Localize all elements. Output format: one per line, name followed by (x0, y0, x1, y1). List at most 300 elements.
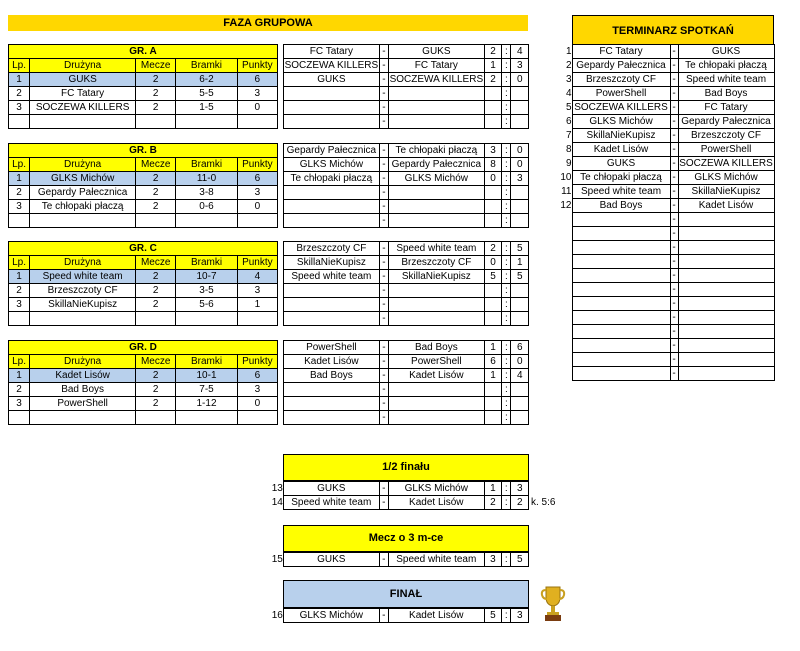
knockout-row (270, 553, 529, 567)
standings-cell: 2 (9, 87, 30, 101)
cell (511, 101, 529, 115)
away-team: GUKS (388, 45, 484, 59)
column-header: Mecze (136, 256, 176, 270)
colon: : (502, 496, 511, 510)
cell (678, 353, 774, 367)
away-score: 3 (511, 609, 529, 623)
match-number: 9 (565, 158, 572, 169)
trophy-icon (540, 585, 566, 623)
dash: - (379, 242, 388, 256)
match-row (284, 172, 529, 186)
dash: - (670, 227, 678, 241)
cell (9, 411, 30, 425)
away-team: Bad Boys (388, 341, 484, 355)
home-team: Brzeszczoty CF (572, 73, 670, 87)
column-header: Mecze (136, 355, 176, 369)
column-header: Bramki (176, 355, 237, 369)
standings-cell: 3 (9, 200, 30, 214)
dash: - (670, 171, 678, 185)
cell (678, 283, 774, 297)
home-score: 2 (484, 45, 502, 59)
column-header: Lp. (9, 59, 30, 73)
group-name: GR. D (9, 341, 278, 355)
schedule-row (560, 157, 774, 171)
home-team: SkillaNieKupisz (572, 129, 670, 143)
cell (678, 255, 774, 269)
standings-cell: 6 (237, 172, 277, 186)
dash: - (670, 325, 678, 339)
colon: : (502, 383, 511, 397)
match-row (284, 115, 529, 129)
colon: : (502, 312, 511, 326)
knockout-row (270, 609, 529, 623)
home-team: SkillaNieKupisz (284, 256, 380, 270)
colon: : (502, 397, 511, 411)
cell (136, 115, 176, 129)
schedule-row (560, 59, 774, 73)
column-header: Bramki (176, 256, 237, 270)
home-score: 2 (484, 73, 502, 87)
column-header: Drużyna (30, 158, 136, 172)
dash: - (670, 143, 678, 157)
third-place-table (270, 552, 529, 567)
column-header: Lp. (9, 256, 30, 270)
cell (484, 115, 502, 129)
group-name: GR. C (9, 242, 278, 256)
cell (284, 383, 380, 397)
standings-cell: Bad Boys (30, 383, 136, 397)
colon: : (502, 482, 511, 496)
standings-cell: 1 (9, 270, 30, 284)
home-team: GUKS (284, 73, 380, 87)
cell (388, 312, 484, 326)
colon: : (502, 411, 511, 425)
schedule-row (560, 129, 774, 143)
column-header: Punkty (237, 355, 277, 369)
home-team: Speed white team (283, 496, 379, 510)
standings-cell: 2 (136, 270, 176, 284)
match-row (284, 144, 529, 158)
standings-cell: 6-2 (176, 73, 237, 87)
cell (572, 325, 670, 339)
dash: - (379, 369, 388, 383)
away-team: Gepardy Pałecznica (388, 158, 484, 172)
standings-cell: 7-5 (176, 383, 237, 397)
away-score: 3 (511, 482, 529, 496)
cell (572, 339, 670, 353)
home-team: Te chłopaki płaczą (572, 171, 670, 185)
standings-cell: 0 (237, 200, 277, 214)
dash: - (379, 45, 388, 59)
home-score: 3 (484, 553, 502, 567)
cell (560, 353, 572, 367)
cell (560, 325, 572, 339)
match-row (284, 369, 529, 383)
home-team: Te chłopaki płaczą (284, 172, 380, 186)
cell (572, 311, 670, 325)
standings-cell: 1 (237, 298, 277, 312)
home-score: 1 (484, 59, 502, 73)
cell (176, 115, 237, 129)
colon: : (502, 115, 511, 129)
colon: : (502, 158, 511, 172)
cell (511, 312, 529, 326)
standings-cell: 2 (136, 101, 176, 115)
standings-cell: 2 (136, 383, 176, 397)
match-row (284, 256, 529, 270)
dash: - (379, 383, 388, 397)
colon: : (502, 369, 511, 383)
standings-cell: 2 (136, 200, 176, 214)
standings-cell: GLKS Michów (30, 172, 136, 186)
cell (484, 411, 502, 425)
match-row (284, 59, 529, 73)
cell (136, 411, 176, 425)
home-team: Gepardy Pałecznica (284, 144, 380, 158)
schedule-row (560, 325, 774, 339)
standings-cell: 2 (9, 186, 30, 200)
match-row (284, 411, 529, 425)
matches-group-2 (283, 241, 529, 326)
colon: : (502, 101, 511, 115)
colon: : (502, 256, 511, 270)
cell (388, 411, 484, 425)
column-header: Punkty (237, 256, 277, 270)
cell (511, 383, 529, 397)
standings-row (9, 298, 278, 312)
schedule-row (560, 143, 774, 157)
dash: - (670, 185, 678, 199)
standings-cell: Brzeszczoty CF (30, 284, 136, 298)
standings-cell: 3 (9, 101, 30, 115)
cell (511, 298, 529, 312)
standings-cell: 6 (237, 73, 277, 87)
cell (511, 214, 529, 228)
dash: - (379, 496, 388, 510)
match-row (284, 312, 529, 326)
cell (176, 312, 237, 326)
cell (237, 411, 277, 425)
home-score: 1 (484, 341, 502, 355)
column-header: Drużyna (30, 355, 136, 369)
cell (511, 200, 529, 214)
cell (9, 312, 30, 326)
cell (678, 241, 774, 255)
standings-cell: 3 (237, 186, 277, 200)
schedule-table (560, 44, 775, 381)
standings-cell: Kadet Lisów (30, 369, 136, 383)
standings-cell: 1 (9, 172, 30, 186)
dash: - (670, 87, 678, 101)
final-title: FINAŁ (283, 580, 529, 608)
away-score: 4 (511, 369, 529, 383)
dash: - (670, 59, 678, 73)
match-number: 7 (565, 130, 572, 141)
home-team: GLKS Michów (572, 115, 670, 129)
match-number: 2 (565, 60, 572, 71)
away-team: SOCZEWA KILLERS (389, 74, 484, 85)
dash: - (379, 298, 388, 312)
match-number: 3 (565, 74, 572, 85)
home-score: 3 (484, 144, 502, 158)
matches-group-0 (283, 44, 529, 129)
dash: - (670, 269, 678, 283)
home-score: 2 (484, 496, 502, 510)
column-header: Mecze (136, 59, 176, 73)
cell (572, 297, 670, 311)
away-team: Kadet Lisów (388, 369, 484, 383)
away-team: Kadet Lisów (388, 496, 484, 510)
away-team: Kadet Lisów (678, 199, 774, 213)
cell (511, 87, 529, 101)
semifinal-title: 1/2 finału (283, 454, 529, 481)
cell (484, 186, 502, 200)
home-team: GUKS (572, 157, 670, 171)
match-row (284, 158, 529, 172)
away-team: FC Tatary (678, 101, 774, 115)
schedule-row (560, 353, 774, 367)
cell (284, 200, 380, 214)
schedule-row (560, 241, 774, 255)
dash: - (379, 87, 388, 101)
cell (284, 411, 380, 425)
column-header: Bramki (176, 158, 237, 172)
standings-row (9, 172, 278, 186)
cell (572, 353, 670, 367)
away-score: 3 (511, 59, 529, 73)
cell (30, 214, 136, 228)
away-team: PowerShell (678, 143, 774, 157)
standings-cell: PowerShell (30, 397, 136, 411)
standings-row (9, 284, 278, 298)
standings-cell: 3 (237, 284, 277, 298)
home-team: GUKS (283, 553, 379, 567)
standings-cell: Gepardy Pałecznica (30, 186, 136, 200)
standings-cell: 2 (136, 397, 176, 411)
dash: - (670, 101, 678, 115)
cell (560, 255, 572, 269)
column-header: Drużyna (30, 256, 136, 270)
cell (30, 312, 136, 326)
standings-row (9, 200, 278, 214)
dash: - (670, 353, 678, 367)
away-team: PowerShell (388, 355, 484, 369)
standings-cell: 10-7 (176, 270, 237, 284)
cell (560, 311, 572, 325)
dash: - (379, 59, 388, 73)
cell (511, 115, 529, 129)
home-score: 0 (484, 172, 502, 186)
standings-cell: 2 (9, 383, 30, 397)
schedule-row (560, 227, 774, 241)
dash: - (670, 213, 678, 227)
away-score: 0 (511, 144, 529, 158)
cell (560, 269, 572, 283)
cell (678, 269, 774, 283)
standings-cell: GUKS (30, 73, 136, 87)
colon: : (502, 341, 511, 355)
cell (388, 284, 484, 298)
schedule-row (560, 255, 774, 269)
away-team: Kadet Lisów (388, 609, 484, 623)
match-row (284, 397, 529, 411)
home-score: 8 (484, 158, 502, 172)
cell (560, 241, 572, 255)
away-score: 1 (511, 256, 529, 270)
cell (388, 186, 484, 200)
cell (388, 383, 484, 397)
away-score: 6 (511, 341, 529, 355)
column-header: Punkty (237, 158, 277, 172)
home-score: 2 (484, 242, 502, 256)
dash: - (379, 256, 388, 270)
cell (572, 269, 670, 283)
away-score: 3 (511, 172, 529, 186)
cell (284, 186, 380, 200)
cell (678, 297, 774, 311)
away-score: 0 (511, 73, 529, 87)
match-row (284, 298, 529, 312)
dash: - (379, 115, 388, 129)
dash: - (670, 157, 678, 171)
standings-cell: 3 (9, 298, 30, 312)
dash: - (379, 482, 388, 496)
colon: : (502, 298, 511, 312)
column-header: Mecze (136, 158, 176, 172)
cell (484, 383, 502, 397)
schedule-row (560, 213, 774, 227)
schedule-row (560, 367, 774, 381)
match-number: 11 (561, 186, 572, 197)
schedule-row (560, 339, 774, 353)
match-row (284, 242, 529, 256)
cell (678, 213, 774, 227)
standings-row (9, 270, 278, 284)
cell (388, 87, 484, 101)
final-table (270, 608, 529, 623)
cell (484, 284, 502, 298)
match-number: 1 (565, 46, 572, 57)
away-team: GLKS Michów (678, 171, 774, 185)
standings-cell: Speed white team (30, 270, 136, 284)
standings-cell: 0 (237, 101, 277, 115)
dash: - (670, 73, 678, 87)
cell (284, 115, 380, 129)
home-team: SOCZEWA KILLERS (572, 101, 670, 115)
standings-cell: 3 (237, 87, 277, 101)
away-team: FC Tatary (388, 59, 484, 73)
away-team: Te chłopaki płaczą (388, 144, 484, 158)
group-name: GR. A (9, 45, 278, 59)
home-team: GUKS (283, 482, 379, 496)
match-row (284, 45, 529, 59)
standings-cell: FC Tatary (30, 87, 136, 101)
standings-row (9, 73, 278, 87)
standings-cell: 1-12 (176, 397, 237, 411)
away-team: Speed white team (678, 73, 774, 87)
standings-cell: 2 (136, 172, 176, 186)
cell (678, 367, 774, 381)
standings-cell: 1 (9, 73, 30, 87)
standings-cell: 5-6 (176, 298, 237, 312)
dash: - (670, 241, 678, 255)
colon: : (502, 609, 511, 623)
standings-cell: 3 (237, 383, 277, 397)
matches-group-3 (283, 340, 529, 425)
cell (284, 214, 380, 228)
cell (388, 200, 484, 214)
schedule-row (560, 283, 774, 297)
cell (237, 312, 277, 326)
away-score: 0 (511, 158, 529, 172)
home-team: Speed white team (572, 185, 670, 199)
group-stage-header: FAZA GRUPOWA (8, 15, 528, 31)
dash: - (379, 186, 388, 200)
schedule-row (560, 115, 774, 129)
standings-cell: SkillaNieKupisz (30, 298, 136, 312)
cell (136, 214, 176, 228)
standings-row (9, 101, 278, 115)
match-row (284, 355, 529, 369)
standings-row (9, 397, 278, 411)
match-number: 5 (565, 102, 572, 113)
away-team: Speed white team (388, 553, 484, 567)
cell (30, 115, 136, 129)
colon: : (502, 200, 511, 214)
cell (484, 397, 502, 411)
home-team: PowerShell (572, 87, 670, 101)
away-score: 5 (511, 553, 529, 567)
cell (388, 214, 484, 228)
home-team: Kadet Lisów (284, 355, 380, 369)
standings-group-2 (8, 241, 278, 326)
home-team: GLKS Michów (284, 158, 380, 172)
home-team: PowerShell (284, 341, 380, 355)
schedule-row (560, 311, 774, 325)
cell (572, 241, 670, 255)
cell (30, 411, 136, 425)
standings-cell: 6 (237, 369, 277, 383)
schedule-row (560, 45, 774, 59)
match-row (284, 186, 529, 200)
schedule-row (560, 171, 774, 185)
cell (678, 227, 774, 241)
colon: : (502, 59, 511, 73)
standings-group-1 (8, 143, 278, 228)
cell (678, 311, 774, 325)
match-number: 8 (565, 144, 572, 155)
away-team: Brzeszczoty CF (678, 129, 774, 143)
cell (511, 411, 529, 425)
home-score: 5 (484, 270, 502, 284)
dash: - (670, 115, 678, 129)
dash: - (670, 311, 678, 325)
cell (284, 298, 380, 312)
dash: - (379, 214, 388, 228)
match-number: 13 (271, 483, 283, 494)
schedule-row (560, 101, 774, 115)
match-row (284, 200, 529, 214)
home-team: FC Tatary (572, 45, 670, 59)
match-row (284, 73, 529, 87)
third-place-title: Mecz o 3 m-ce (283, 525, 529, 552)
colon: : (502, 214, 511, 228)
standings-cell: 1-5 (176, 101, 237, 115)
match-row (284, 270, 529, 284)
home-team: GLKS Michów (283, 609, 379, 623)
match-number: 12 (560, 200, 572, 211)
cell (678, 339, 774, 353)
